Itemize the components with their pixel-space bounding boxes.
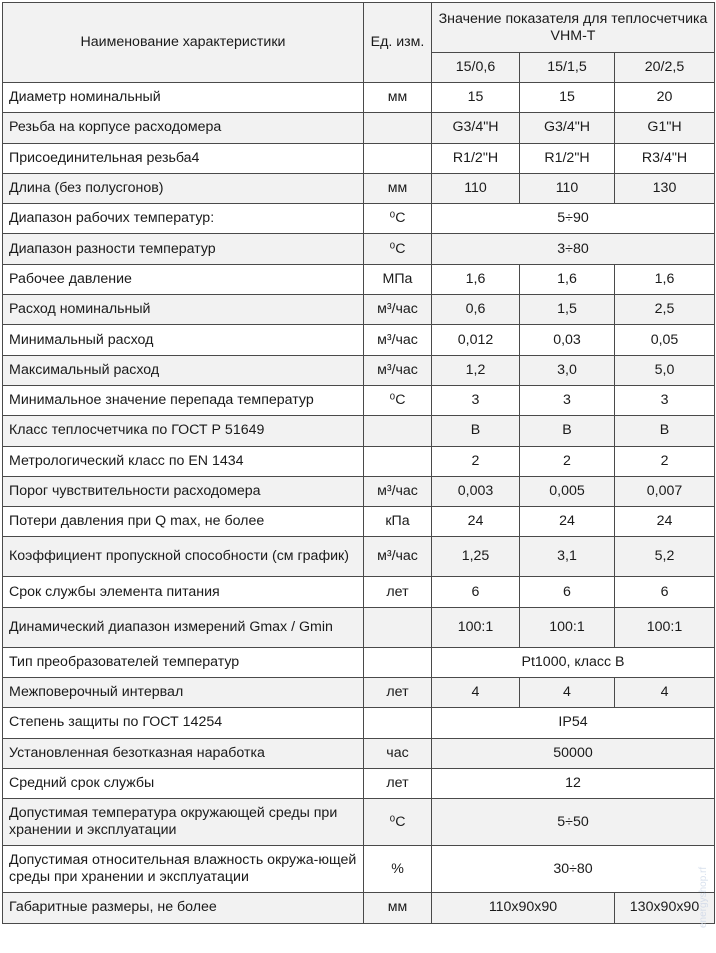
table-row [3,83,715,113]
row-unit [364,446,432,476]
row-value: IP54 [432,708,715,738]
row-value: 1,25 [432,537,520,577]
row-name: Тип преобразователей температур [3,647,364,677]
row-unit: % [364,846,432,893]
row-name: Диаметр номинальный [3,83,364,113]
row-name: Допустимая температура окружающей среды при хранении и эксплуатации [3,799,364,846]
row-unit [364,416,432,446]
row-value: 6 [615,577,715,607]
table-row [3,507,715,537]
row-name: Расход номинальный [3,295,364,325]
row-value: 30÷80 [432,846,715,893]
table-row [3,113,715,143]
row-name: Минимальный расход [3,325,364,355]
table-row [3,607,715,647]
table-row [3,577,715,607]
table-row [3,738,715,768]
row-unit: мм [364,173,432,203]
row-name: Диапазон разности температур [3,234,364,264]
table-row [3,446,715,476]
row-name: Габаритные размеры, не более [3,893,364,923]
row-value: R1/2"H [432,143,520,173]
row-unit [364,647,432,677]
row-value: 6 [432,577,520,607]
table-header [3,3,715,83]
table-row [3,143,715,173]
row-value: В [520,416,615,446]
row-value: 5,2 [615,537,715,577]
row-name: Динамический диапазон измерений Gmax / Gmin [3,607,364,647]
row-value: 0,05 [615,325,715,355]
row-value: 2 [615,446,715,476]
row-value: 0,03 [520,325,615,355]
row-value: 3÷80 [432,234,715,264]
table-row [3,264,715,294]
row-unit [364,708,432,738]
header-name: Наименование характеристики [3,3,364,83]
row-name: Порог чувствительности расходомера [3,476,364,506]
row-name: Максимальный расход [3,355,364,385]
table-row [3,295,715,325]
table-row [3,893,715,923]
row-unit: мм [364,83,432,113]
row-name: Потери давления при Q max, не более [3,507,364,537]
table-row [3,476,715,506]
header-model: 15/1,5 [520,53,615,83]
row-unit: лет [364,577,432,607]
row-value: 110 [432,173,520,203]
table-row [3,173,715,203]
row-unit: час [364,738,432,768]
row-name: Коэффициент пропускной способности (см график) [3,537,364,577]
row-value: 0,005 [520,476,615,506]
row-unit [364,143,432,173]
row-unit: МПа [364,264,432,294]
row-value: В [432,416,520,446]
row-unit: кПа [364,507,432,537]
row-name: Метрологический класс по EN 1434 [3,446,364,476]
row-value: В [615,416,715,446]
spec-table [2,2,715,924]
row-value: 5÷50 [432,799,715,846]
row-unit [364,113,432,143]
row-unit: мм [364,893,432,923]
row-value: R3/4"H [615,143,715,173]
row-value: 1,2 [432,355,520,385]
row-unit: лет [364,678,432,708]
row-value: 100:1 [520,607,615,647]
row-name: Срок службы элемента питания [3,577,364,607]
row-value: 24 [520,507,615,537]
row-unit: ⁰С [364,385,432,415]
table-row [3,846,715,893]
row-name: Резьба на корпусе расходомера [3,113,364,143]
row-value: 110 [520,173,615,203]
row-value: 3 [432,385,520,415]
row-value: 3 [615,385,715,415]
row-value: 2,5 [615,295,715,325]
row-name: Рабочее давление [3,264,364,294]
row-unit: ⁰С [364,799,432,846]
row-value: 12 [432,768,715,798]
row-value: 100:1 [615,607,715,647]
row-unit: лет [364,768,432,798]
table-row [3,355,715,385]
row-name: Диапазон рабочих температур: [3,204,364,234]
row-value: 15 [520,83,615,113]
watermark: energyshop.rf [698,866,709,928]
row-value: 4 [432,678,520,708]
table-row [3,325,715,355]
row-value: 20 [615,83,715,113]
row-value: 0,003 [432,476,520,506]
header-model: 20/2,5 [615,53,715,83]
row-name: Степень защиты по ГОСТ 14254 [3,708,364,738]
row-value: 4 [615,678,715,708]
table-row [3,678,715,708]
table-row [3,234,715,264]
header-model: 15/0,6 [432,53,520,83]
row-value: Pt1000, класс В [432,647,715,677]
row-value: 130 [615,173,715,203]
row-value: 0,007 [615,476,715,506]
row-value: 6 [520,577,615,607]
row-name: Класс теплосчетчика по ГОСТ Р 51649 [3,416,364,446]
row-value: 1,6 [615,264,715,294]
row-value: G1"H [615,113,715,143]
row-unit: м³/час [364,537,432,577]
table-row [3,708,715,738]
row-value: 3,0 [520,355,615,385]
table-row [3,647,715,677]
row-name: Допустимая относительная влажность окружа-ющей среды при хранении и эксплуатации [3,846,364,893]
table-row [3,385,715,415]
row-unit: м³/час [364,355,432,385]
row-value: 15 [432,83,520,113]
row-value: 24 [615,507,715,537]
row-unit: м³/час [364,325,432,355]
row-value: 0,012 [432,325,520,355]
row-value: 1,6 [432,264,520,294]
row-unit: ⁰С [364,204,432,234]
table-body [3,83,715,924]
row-value: 5,0 [615,355,715,385]
table-row [3,416,715,446]
table-row [3,537,715,577]
row-value: 2 [520,446,615,476]
row-value: G3/4"H [520,113,615,143]
row-value: 0,6 [432,295,520,325]
table-row [3,204,715,234]
row-value: 1,6 [520,264,615,294]
row-value: 4 [520,678,615,708]
row-value: 1,5 [520,295,615,325]
row-name: Минимальное значение перепада температур [3,385,364,415]
row-value: 3 [520,385,615,415]
row-name: Присоединительная резьба4 [3,143,364,173]
row-value: 110х90х90 [432,893,615,923]
row-name: Межповерочный интервал [3,678,364,708]
row-name: Длина (без полусгонов) [3,173,364,203]
row-value: G3/4"H [432,113,520,143]
row-value: 100:1 [432,607,520,647]
row-unit [364,607,432,647]
row-value: 130х90х90 [615,893,715,923]
row-value: R1/2"H [520,143,615,173]
table-row [3,799,715,846]
header-value-group: Значение показателя для теплосчетчика VHM-T [432,3,715,53]
row-name: Средний срок службы [3,768,364,798]
header-unit: Ед. изм. [364,3,432,83]
row-unit: м³/час [364,295,432,325]
row-value: 3,1 [520,537,615,577]
row-value: 5÷90 [432,204,715,234]
row-unit: ⁰С [364,234,432,264]
row-value: 24 [432,507,520,537]
row-value: 50000 [432,738,715,768]
table-row [3,768,715,798]
row-unit: м³/час [364,476,432,506]
row-value: 2 [432,446,520,476]
row-name: Установленная безотказная наработка [3,738,364,768]
